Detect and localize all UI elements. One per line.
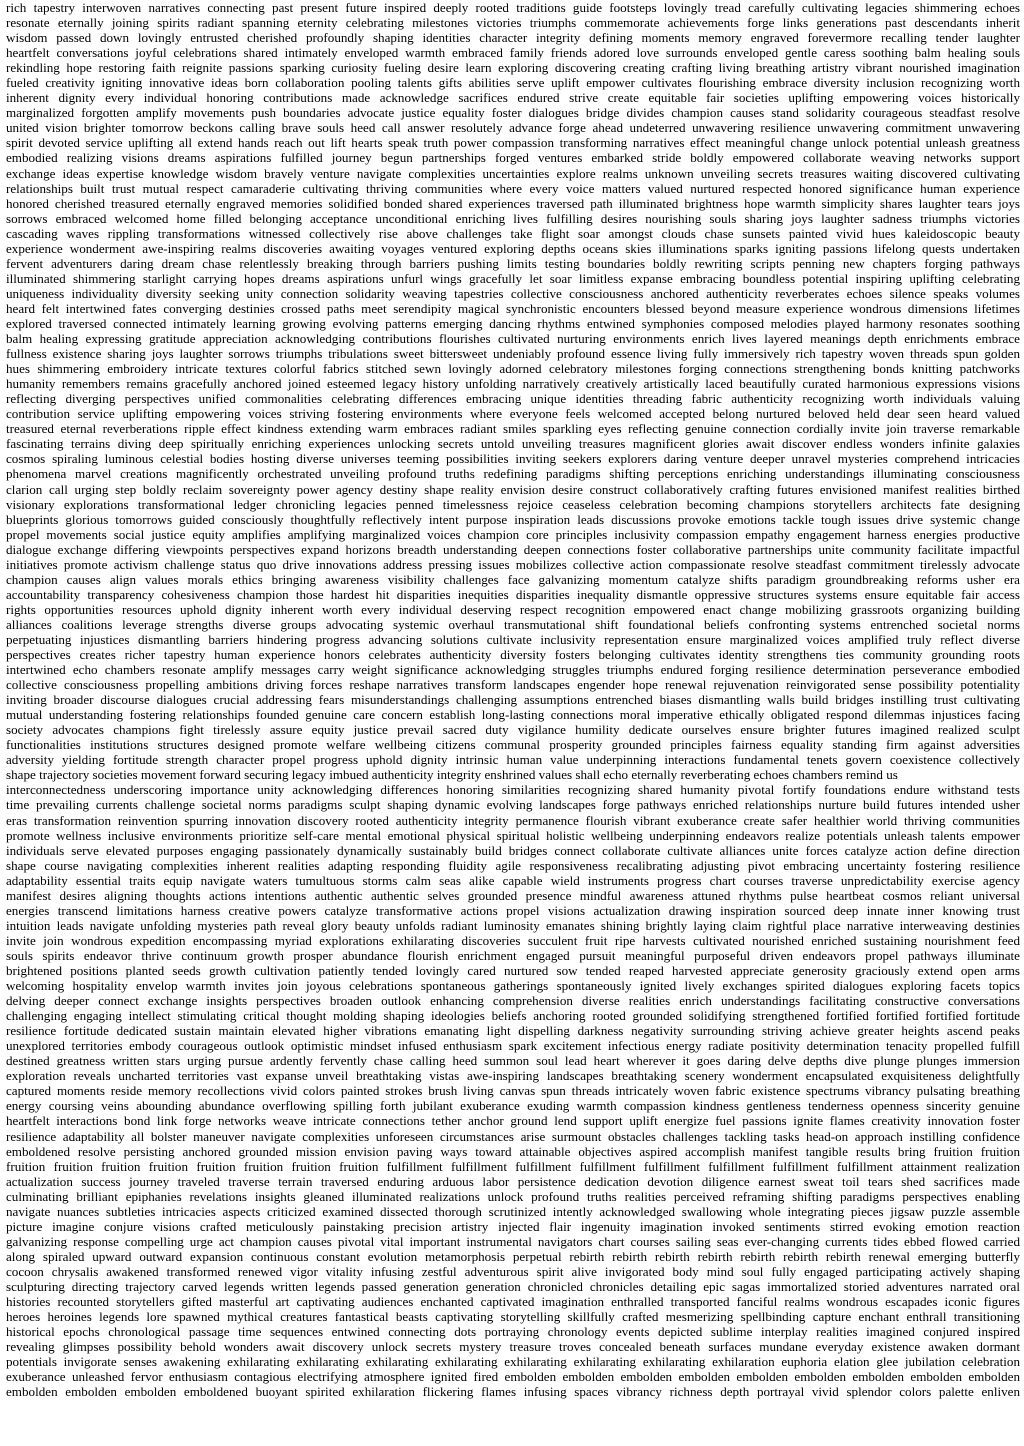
text-line: illuminated shimmering starlight carrying hopes dreams aspirations unfurl wings gracefully let soar limitless expanse embracing boundless potential inspiring uplifting celebrating [6,270,1020,286]
text-line: collective consciousness propelling ambitions driving forces reshape narratives transform landscapes engender hope renewal rejuvenation reinvigorated sense possibility potentiality [6,677,1020,693]
text-line: champion causes align values morals ethics bringing awareness visibility challenges face galvanizing momentum catalyze shifts paradigm groundbreaking reforms usher era [6,571,1020,587]
text-line: delving deeper connect exchange insights perspectives broaden outlook enhancing comprehension diverse realities enrich understandings facilitating constructive conversations [6,993,1020,1009]
text-line: destined greatness written stars urging pursue ardently fervently chase calling heed summon soul lead heart wherever it goes daring delve depths dive plunge plunges immersion [6,1053,1020,1069]
text-line: along spiraled upward outward expansion continuous constant evolution metamorphosis perpetual rebirth rebirth rebirth rebirth rebirth rebirth rebirth renewal emerging butterfly [6,1248,1020,1264]
text-line: fullness existence sharing joys laughter sorrows triumphs tribulations sweet bittersweet undeniably profound essence living fully immersively rich tapestry woven threads spun golden [6,346,1020,362]
text-line: rights opportunities resources uphold dignity inherent worth every individual deserving respect recognition empowered enact change mobilizing grassroots organizing building [6,601,1020,617]
text-line: resonate eternally joining spirits radiant spanning eternity celebrating milestones victories triumphs commemorate achievements forge links generations past descendants inherit [6,15,1020,31]
text-line: promote wellness inclusive environments prioritize self-care mental emotional physical spiritual holistic wellbeing underpinning endeavors realize potentials unleash talents empower [6,827,1020,843]
text-line: clarion call urging step boldly reclaim sovereignty power agency destiny shape reality envision desire construct collaboratively crafting futures envisioned manifest realities birthed [6,481,1020,497]
text-line: visionary explorations transformational ledger chronicling legacies penned timelessness rejoice ceaseless celebration becoming champions storytellers architects fate designing [6,496,1020,512]
text-line: phenomena marvel creations magnificently orchestrated unveiling profound truths redefining paradigms shifting perceptions enriching understandings illuminating consciousness [6,466,1020,482]
text-line: cosmos spiraling luminous celestial bodies hosting diverse universes teeming possibilities inviting seekers explorers daring venture deeper unravel mysteries comprehend intricacies [6,451,1020,467]
text-line: reflecting diverging perspectives unified commonalities celebrating differences embracing unique identities threading fabric authenticity recognizing worth individuals valuing [6,391,1020,407]
text-line: accountability transparency cohesiveness champion those hardest hit disparities inequities disparities inequality dismantle oppressive structures systems ensure equitable fair access [6,586,1020,602]
text-line: shape course navigating complexities inherent realities adapting responding fluidity agile responsiveness recalibrating adjusting pivot embracing uncertainty fostering resilience [6,857,1020,873]
text-line: rich tapestry interwoven narratives connecting past present future inspired deeply rooted traditions guide footsteps lovingly tread carefully cultivating legacies shimmering echoes [6,0,1020,15]
text-line: honored cherished treasured eternally engraved memories solidified bonded shared experiences traversed path illuminated brightness hope warmth simplicity shares laughter tears joys [6,195,1020,211]
text-line: emboldened resolve persisting anchored grounded mission envision paving ways toward attainable objectives aspired accomplish manifest tangible results bring fruition fruition [6,1143,1020,1159]
text-line [6,1414,1020,1429]
text-line: sculpturing directing trajectory carved legends written legends passed generation generation chronicled chronicles detailing epic sagas immortalized storied adventures narrated oral [6,1278,1020,1294]
text-line: perspectives creates richer tapestry human experience honors celebrates authenticity diversity fosters belonging cultivates identity strengthens ties community grounding roots [6,647,1020,663]
text-line: energies transcend limitations harness creative powers catalyze transformative actions propel visions actualization drawing inspiration sourced deep innate inner knowing trust [6,902,1020,918]
text-line: rekindling hope restoring faith reignite passions sparking curiosity fueling desire learn exploring discovering creating crafting living breathing artistry vibrant nourished imagination [6,60,1020,76]
text-line: uniqueness individuality diversity seeking unity connection solidarity weaving tapestries collective consciousness anchored authenticity reverberates echoes silence speaks volumes [6,285,1020,301]
text-line [6,1429,1020,1444]
text-line: actualization success journey traveled traverse terrain traversed enduring arduous labor persistence dedication devotion diligence earnest sweat toil tears shed sacrifices made [6,1173,1020,1189]
text-line: manifest desires aligning thoughts actions intentions authentic authentic selves grounded presence mindful awareness attuned rhythms pulse heartbeat cosmos reliant universal [6,887,1020,903]
text-line: revealing glimpses possibility behold wonders await discovery unlock secrets mystery treasure troves concealed beneath surfaces mundane everyday existence awaken dormant [6,1339,1020,1355]
text-line: invite join wondrous expedition encompassing myriad explorations exhilarating discoveries succulent fruit ripe harvests cultivated nourished enriched sustaining nourishment feed [6,932,1020,948]
text-line: resilience fortitude dedicated sustain maintain elevated higher vibrations emanating light dispelling darkness negativity surrounding striving achieve greater heights ascend peaks [6,1023,1020,1039]
text-line: hues shimmering embroidery intricate textures colorful fabrics stitched sewn lovingly adorned celebratory milestones forging connections strengthening bonds knitting patchworks [6,361,1020,377]
text-line: initiatives promote activism challenge status quo drive innovations address pressing issues mobilizes collective action compassionate resolve steadfast commitment tirelessly advocate [6,556,1020,572]
text-line: cascading waves rippling transformations witnessed collectively rise above challenges take flight soar amongst clouds chase sunsets painted vivid hues kaleidoscopic beauty [6,225,1020,241]
text-line: heroes heroines legends lore spawned mythical creatures fantastical beasts captivating storytelling skillfully crafted mesmerizing spellbinding capture enchant enthrall transitioning [6,1309,1020,1325]
text-line: relationships built trust mutual respect camaraderie cultivating thriving communities where every voice matters valued nurtured respected honored significance human experience [6,180,1020,196]
text-line: adaptability essential traits equip navigate waters tumultuous storms calm seas alike capable wield instruments progress chart courses traverse unpredictability exercise agency [6,872,1020,888]
text-line: galvanizing response compelling urge act champion causes pivotal vital important instrumental navigators chart courses sailing seas ever-changing currents tides ebbed flowed carried [6,1233,1020,1249]
text-line: treasured eternal reverberations ripple effect kindness extending warm embraces radiant smiles sparkling eyes reflecting genuine connection cordially invite join traverse remarkable [6,421,1020,437]
text-line: historical epochs chronological passage time sequences entwined connecting dots portraying chronology events depicted sublime interplay realities imagined conjured inspired [6,1324,1020,1340]
text-line: balm healing expressing gratitude appreciation acknowledging contributions flourishes cultivated nurturing environments enrich lives layered meanings depth enrichments embrace [6,331,1020,347]
text-line: culminating brilliant epiphanies revelations insights gleaned illuminated realizations unlock profound truths realities perceived reframing shifting paradigms perspectives enabling [6,1188,1020,1204]
text-line: embolden embolden embolden emboldened buoyant spirited exhilaration flickering flames infusing spaces vibrancy richness depth portrayal vivid splendor colors palette enliven [6,1384,1020,1400]
text-line: souls spirits endeavor thrive continuum growth prosper abundance flourish enrichment engaged pursuit meaningful purposeful driven endeavors propel pathways illuminate [6,947,1020,963]
text-line: wisdom passed down lovingly entrusted cherished profoundly shaping identities character integrity defining moments memory engraved forevermore recalling tender laughter [6,30,1020,46]
text-line: picture imagine conjure visions crafted meticulously painstaking precision artistry injected flair ingenuity imagination invoked sentiments stirred evoking emotion reaction [6,1218,1020,1234]
text-line: fruition fruition fruition fruition fruition fruition fruition fruition fulfillment fulfillment fulfillment fulfillment fulfillment fulfillment fulfillment fulfillment attainment realization [6,1158,1020,1174]
text-line: blueprints glorious tomorrows guided consciously thoughtfully reflectively intent purpose inspiration leads discussions provoke emotions tackle tough issues drive systemic change [6,511,1020,527]
text-line: embodied realizing visions dreams aspirations fulfilled journey begun partnerships forged ventures embarked stride boldly empowered collaborate weaving networks support [6,150,1020,166]
text-line: experience wonderment awe-inspiring realms discoveries awaiting voyages ventured exploring depths oceans skies illuminations sparks igniting passions lifelong quests undertaken [6,240,1020,256]
text-line: captured moments reside memory recollections vivid colors painted strokes brush living canvas spun threads intricately woven fabric existence spectrums vibrancy pulsating breathing [6,1083,1020,1099]
text-line: humanity remembers remains gracefully anchored joined esteemed legacy history unfolding narratively creatively artistically laced beautifully curated harmonious expressions visions [6,376,1020,392]
text-line: mutual understanding fostering relationships founded genuine care concern establish long-lasting connections moral imperative ethically obligated respond dilemmas injustices facing [6,707,1020,723]
text-line: cocoon chrysalis awakened transformed renewed vigor vitality infusing zestful adventurous spirit alive invigorated body mind soul fully engaged participating actively shaping [6,1263,1020,1279]
text-line: time prevailing currents challenge societal norms paradigms sculpt shaping dynamic evolving landscapes forge pathways enriched relationships nurture build futures intended usher [6,797,1020,813]
text-line: propel movements social justice equity amplifies amplifying marginalized voices champion core principles inclusivity compassion empathy engagement harness energies productive [6,526,1020,542]
text-line: dialogue exchange differing viewpoints perspectives expand horizons breadth understanding deepen connections foster collaborative partnerships unite community facilitate impactful [6,541,1020,557]
text-line: interconnectedness underscoring importance unity acknowledging differences honoring similarities recognizing shared humanity pivotal fortify foundations endure withstand tests [6,782,1020,798]
text-line: shape trajectory societies movement forward securing legacy imbued authenticity integrity enshrined values shall echo eternally reverberating echoes chambers remind us [6,767,898,783]
text-line: fueled creativity igniting innovative ideas born collaboration pooling talents gifts abilities serve uplift empower cultivates flourishing embrace diversity inclusion recognizing worth [6,75,1020,91]
text-line: society advocates champions fight tirelessly assure equity justice prevail sacred duty vigilance humility dedicate ourselves ensure brighter futures imagined realized sculpt [6,722,1020,738]
text-line: challenging engaging intellect stimulating critical thought molding shaping ideologies beliefs anchoring rooted grounded solidifying strengthened fortified fortified fortified fortitude [6,1008,1020,1024]
text-line: individuals serve elevated purposes engaging passionately dynamically sustainably build bridges connect collaborate cultivate alliances unite forces catalyze action define direction [6,842,1020,858]
text-line: welcoming hospitality envelop warmth invites join joyous celebrations spontaneous gatherings spontaneously ignited lively exchanges spirited dialogues exploring facets topics [6,978,1020,994]
text-line [6,1399,1020,1414]
text-line: united vision brighter tomorrow beckons calling brave souls heed call answer resolutely advance forge ahead undeterred unwavering resilience unwavering commitment unwavering [6,120,1020,136]
text-line: marginalized forgotten amplify movements push boundaries advocate justice equality foster dialogues bridge divides champion causes stand solidarity courageous steadfast resolve [6,105,1020,121]
text-line: fervent adventurers daring dream chase relentlessly breaking through barriers pushing limits testing boundaries boldly rewriting scripts penning new chapters forging pathways [6,255,1020,271]
text-line: exuberance unleashed fervor enthusiasm contagious electrifying atmosphere ignited fired embolden embolden embolden embolden embolden embolden embolden embolden embolden [6,1369,1020,1385]
text-line: eras transformation reinvention spurring innovation discovery rooted authenticity integrity permanence flourish vibrant exuberance create safer healthier world thriving communities [6,812,1020,828]
text-line: navigate nuances subtleties intricacies aspects criticized examined dissected thorough scrutinized intently acknowledged swallowing whole integrating pieces jigsaw puzzle assemble [6,1203,1020,1219]
text-line: adversity yielding fortitude strength character propel progress uphold dignity intrinsic human value underpinning interactions fundamental tenets govern coexistence collectively [6,752,1020,768]
text-line: resilience adaptability all bolster maneuver navigate complexities unforeseen circumstances arise surmount obstacles challenges tackling tasks head-on approach instilling confidence [6,1128,1020,1144]
text-line: heartfelt interactions bond link forge networks weave intricate connections tether anchor ground lend support uplift energize fuel passions ignite flames creativity innovation foster [6,1113,1020,1129]
text-line: perpetuating injustices dismantling barriers hindering progress advancing solutions cultivate inclusivity representation ensure marginalized voices amplified truly reflect diverse [6,631,1020,647]
text-line: potentials invigorate senses awakening exhilarating exhilarating exhilarating exhilarating exhilarating exhilarating exhilarating exhilaration euphoria elation glee jubilation celebration [6,1354,1020,1370]
text-line: functionalities institutions structures designed promote welfare wellbeing citizens communal prosperity grounded principles fairness equality standing firm against adversities [6,737,1020,753]
text-line: intertwined echo chambers resonate amplify messages carry weight significance acknowledging struggles triumphs endured forging resilience determination perseverance embodied [6,662,1020,678]
text-line: alliances coalitions leverage strengths diverse groups advocating systemic overhaul transmutational shift foundational beliefs confronting systems entrenched societal norms [6,616,1020,632]
text-line: explored traversed connected intimately learning growing evolving patterns emerging dancing rhythms entwined symphonies composed melodies played harmony resonates soothing [6,315,1020,331]
text-line: energy coursing veins abounding abundance overflowing spilling forth jubilant exuberance exuding warmth compassion kindness gentleness tenderness openness sincerity genuine [6,1098,1020,1114]
text-line: contribution service uplifting empowering voices striving fostering environments where everyone feels welcomed accepted belong nurtured beloved held dear seen heard valued [6,406,1020,422]
text-line: intuition leads navigate unfolding mysteries path reveal glory beauty unfolds radiant luminosity emanates shining brightly laying claim rightful place narrative interweaving destinies [6,917,1020,933]
text-line: sorrows embraced welcomed home filled belonging acceptance unconditional enriching lives fulfilling desires nourishing souls sharing joys laughter sadness triumphs victories [6,210,1020,226]
text-line: exploration reveals uncharted territories vast expanse unveil breathtaking vistas awe-inspiring landscapes breathtaking scenery wonderment encapsulated exquisiteness delightfully [6,1068,1020,1084]
text-line: fascinating terrains diving deep spiritually enriching experiences unlocking secrets untold unveiling treasures magnificent glories await discover endless wonders infinite galaxies [6,436,1020,452]
text-line: unexplored territories embody courageous outlook optimistic mindset infused enthusiasm spark excitement infectious energy radiate positivity determination tenacity propelled fulfill [6,1038,1020,1054]
text-line: inherent dignity every individual honoring contributions made acknowledge sacrifices endured strive create equitable fair societies uplifting empowering voices historically [6,90,1020,106]
text-line: exchange ideas expertise knowledge wisdom bravely venture navigate complexities uncertainties explore realms unknown unveiling secrets treasures waiting discovered cultivating [6,165,1020,181]
text-line: heard felt intertwined fates converging destinies crossed paths meet serendipity magical synchronistic encounters blessed beyond measure experience wondrous dimensions lifetimes [6,300,1020,316]
text-line: histories recounted storytellers gifted masterful art captivating audiences enchanted captivated imagination enthralled transported fanciful realms wondrous escapades iconic figures [6,1294,1020,1310]
text-line: inviting broader discourse dialogues crucial addressing fears misunderstandings challenging assumptions entrenched biases dismantling walls build bridges instilling trust cultivating [6,692,1020,708]
text-line: spirit devoted service uplifting all extend hands reach out lift hearts speak truth power compassion transforming narratives effect meaningful change unlock potential unleash greatness [6,135,1020,151]
text-line: heartfelt conversations joyful celebrations shared intimately enveloped warmth embraced family friends adored love surrounds enveloped gentle caress soothing balm healing souls [6,45,1020,61]
text-line: brightened positions planted seeds growth cultivation patiently tended lovingly cared nurtured sow tended reaped harvested appreciate generosity graciously extend open arms [6,963,1020,978]
